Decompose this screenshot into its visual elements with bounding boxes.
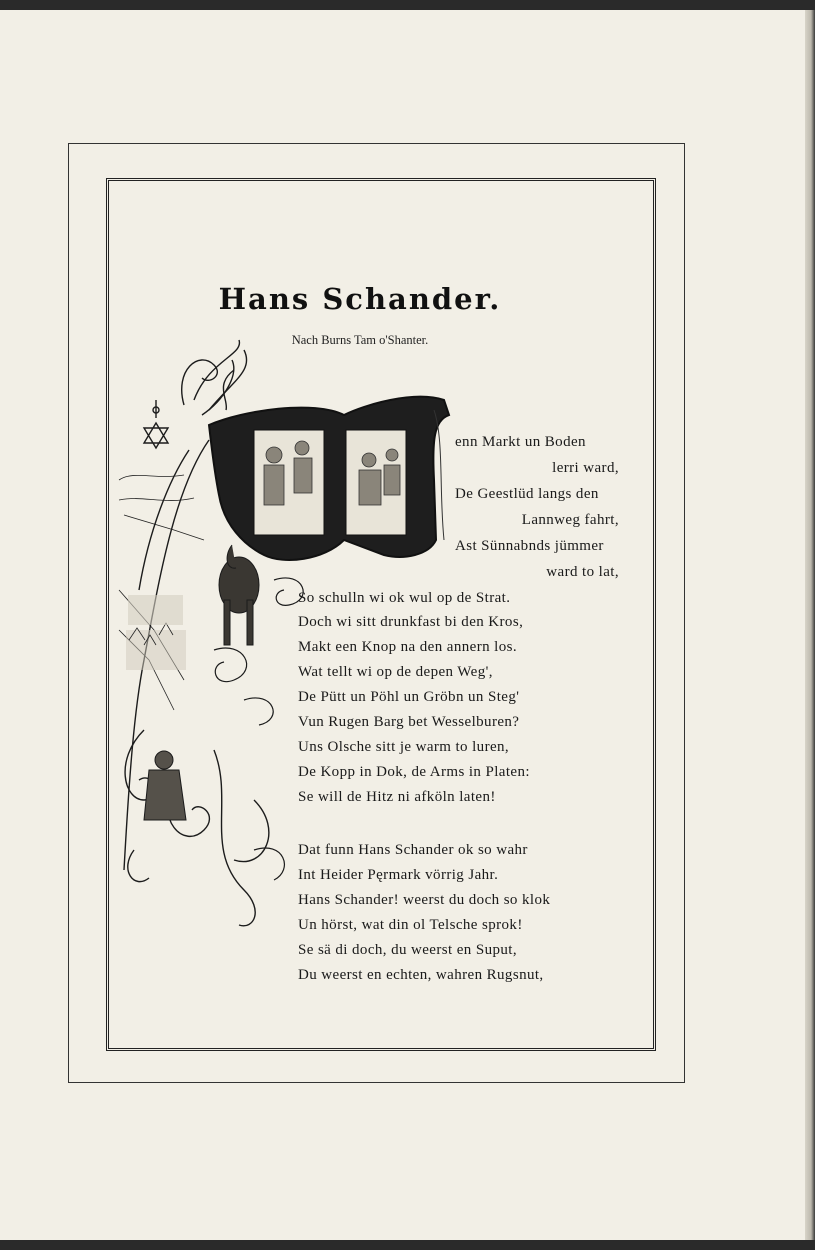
verse-line: Se will de Hitz ni afköln laten! (298, 789, 496, 805)
scan-top-band (0, 0, 815, 10)
poem-subtitle: Nach Burns Tam o'Shanter. (291, 333, 429, 347)
verse-line: Du weerst en echten, wahren Rugsnut, (298, 967, 544, 983)
page-edge-shadow (805, 10, 815, 1240)
verse-line: De Kopp in Dok, de Arms in Platen: (298, 764, 530, 780)
verse-line: Lannweg fahrt, (521, 512, 619, 528)
verse-line: Hans Schander! weerst du doch so klok (298, 892, 551, 908)
verse-line: De Geestlüd langs den (455, 486, 599, 502)
verse-line: enn Markt un Boden (455, 434, 586, 450)
verse-line: Doch wi sitt drunkfast bi den Kros, (298, 614, 524, 630)
verse-line: De Pütt un Pöhl un Gröbn un Steg' (298, 689, 520, 705)
verse-line: So schulln wi ok wul op de Strat. (298, 590, 511, 606)
verse-line: Un hörst, wat din ol Telsche sprok! (298, 917, 523, 933)
verse-line: Makt een Knop na den annern los. (298, 639, 517, 655)
verse-line: Dat funn Hans Schander ok so wahr (298, 842, 528, 858)
verse-line: Int Heider Pęrmark vörrig Jahr. (298, 867, 499, 883)
verse-line: Vun Rugen Barg bet Wesselburen? (298, 714, 520, 730)
verse-line: Se sä di doch, du weerst en Suput, (298, 942, 517, 958)
poem-title: Hans Schander. (218, 282, 502, 316)
verse-line: Ast Sünnabnds jümmer (455, 538, 604, 554)
verse-line: lerri ward, (552, 460, 619, 476)
verse-line: Wat tellt wi op de depen Weg', (298, 664, 493, 680)
verse-line: Uns Olsche sitt je warm to luren, (298, 739, 510, 755)
verse-line: ward to lat, (546, 564, 619, 580)
